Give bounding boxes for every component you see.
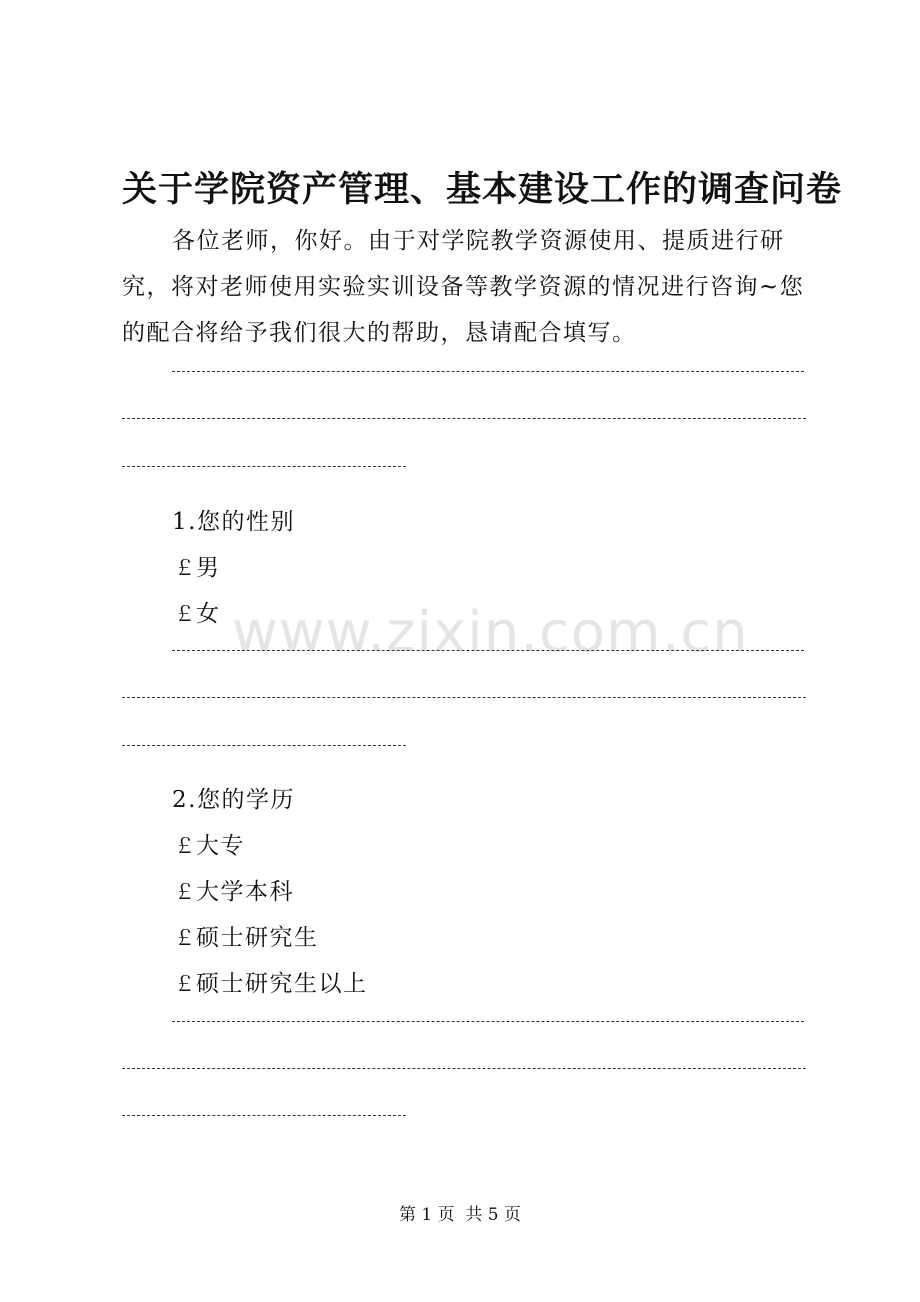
separator-line	[122, 745, 406, 746]
separator-line	[122, 697, 806, 698]
checkbox-icon[interactable]: ￡	[174, 926, 197, 950]
option-label: 硕士研究生以上	[196, 971, 368, 997]
checkbox-icon[interactable]: ￡	[174, 602, 197, 626]
separator-line	[172, 650, 804, 651]
option-label: 大学本科	[196, 879, 294, 905]
option-college[interactable]	[174, 827, 245, 860]
checkbox-icon[interactable]: ￡	[174, 880, 197, 904]
separator-line	[172, 371, 804, 372]
separator-line	[172, 1021, 804, 1022]
option-female[interactable]	[174, 595, 221, 628]
separator-line	[122, 466, 406, 467]
option-label: 硕士研究生	[196, 925, 319, 951]
option-master[interactable]	[174, 919, 319, 952]
option-label: 女	[196, 601, 221, 627]
separator-line	[122, 1068, 806, 1069]
intro-paragraph: 各位老师，你好。由于对学院教学资源使用、提质进行研究，将对老师使用实验实训设备等教学资源的情况进行咨询~您的配合将给予我们很大的帮助，恳请配合填写。	[122, 228, 805, 346]
separator-line	[122, 1115, 406, 1116]
checkbox-icon[interactable]: ￡	[174, 972, 197, 996]
separator-line	[122, 418, 806, 419]
option-label: 大专	[196, 833, 245, 859]
question-gender: 1.您的性别	[172, 509, 295, 535]
option-label: 男	[196, 555, 221, 581]
page-footer: 第 1 页 共 5 页	[398, 1205, 522, 1225]
option-bachelor[interactable]	[174, 873, 294, 906]
option-above-master[interactable]	[174, 965, 368, 998]
question-education: 2.您的学历	[172, 787, 295, 813]
option-male[interactable]	[174, 549, 221, 582]
watermark: www.zixin.com.cn	[232, 600, 749, 665]
document-title: 关于学院资产管理、基本建设工作的调查问卷	[122, 169, 843, 210]
checkbox-icon[interactable]: ￡	[174, 556, 197, 580]
checkbox-icon[interactable]: ￡	[174, 834, 197, 858]
